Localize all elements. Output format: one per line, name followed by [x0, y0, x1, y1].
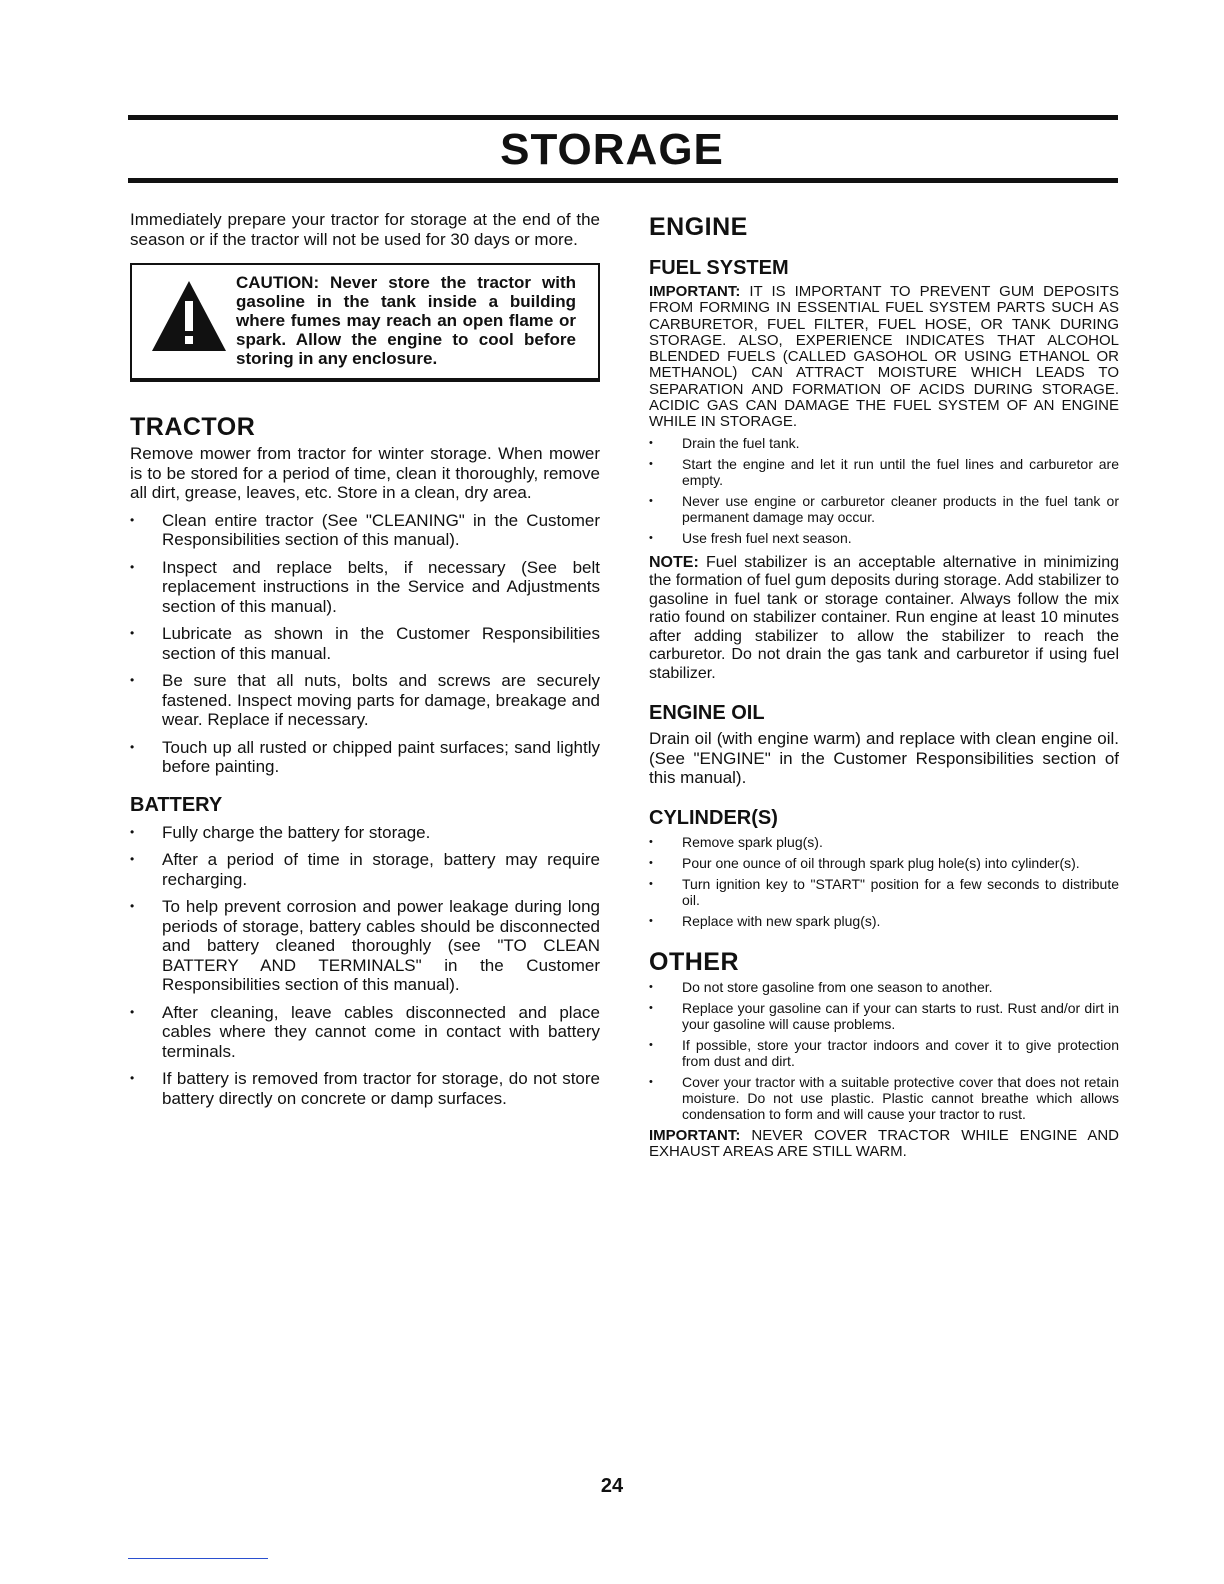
- list-item: • Inspect and replace belts, if necessary (See belt replacement instructions in the Service and Adjustments section of this manual).: [130, 558, 600, 617]
- footer-line: [128, 1558, 268, 1559]
- page-number: 24: [600, 1475, 624, 1497]
- note-text: Fuel stabilizer is an acceptable alternative in minimizing the formation of fuel gum deposits during storage. Add stabilizer to gasoline in fuel tank or storage container. Always follow the mix ratio found on stabilizer container. Run engine at least 10 minutes after adding stabilizer to allow the stabilizer to reach the carburetor. Do not drain the gas tank and carburetor if using fuel stabilizer.: [649, 553, 1119, 682]
- list-item: • To help prevent corrosion and power leakage during long periods of storage, battery cables should be disconnected and battery cleaned thoroughly (see "TO CLEAN BATTERY AND TERMINALS" in the Customer Responsibilities section of this manual).: [130, 897, 600, 995]
- tractor-text: Remove mower from tractor for winter storage. When mower is to be stored for a period of time, clean it thoroughly, remove all dirt, grease, leaves, etc. Store in a clean, dry area.: [130, 444, 600, 502]
- list-item: • If possible, store your tractor indoors and cover it to give protection from dust and dirt.: [649, 1037, 1119, 1069]
- engine-heading: ENGINE: [649, 213, 748, 241]
- page-title: STORAGE: [500, 125, 724, 174]
- list-item: • Lubricate as shown in the Customer Responsibilities section of this manual.: [130, 624, 600, 663]
- right-column: [649, 210, 1119, 1160]
- cylinders-heading: CYLINDER(S): [649, 806, 778, 829]
- cylinders-list: [649, 834, 1119, 929]
- list-item: • Pour one ounce of oil through spark plug hole(s) into cylinder(s).: [649, 855, 1119, 871]
- list-item: • Do not store gasoline from one season to another.: [649, 979, 1119, 995]
- important-label: IMPORTANT:: [649, 283, 741, 300]
- caution-box: [130, 263, 600, 382]
- list-item: • Start the engine and let it run until the fuel lines and carburetor are empty.: [649, 456, 1119, 488]
- engine-oil-heading: ENGINE OIL: [649, 702, 765, 725]
- list-item: • If battery is removed from tractor for storage, do not store battery directly on concrete or damp surfaces.: [130, 1069, 600, 1108]
- list-item: • Touch up all rusted or chipped paint surfaces; sand lightly before painting.: [130, 738, 600, 777]
- list-item: • Fully charge the battery for storage.: [130, 823, 600, 843]
- fuel-system-list: [649, 435, 1119, 546]
- important-text: NEVER COVER TRACTOR WHILE ENGINE AND EXHAUST AREAS ARE STILL WARM.: [649, 1126, 1120, 1160]
- list-item: • Clean entire tractor (See "CLEANING" in the Customer Responsibilities section of this manual).: [130, 511, 600, 550]
- list-item: • Drain the fuel tank.: [649, 435, 1119, 451]
- battery-list: [130, 823, 600, 1109]
- list-item: • Replace with new spark plug(s).: [649, 913, 1119, 929]
- left-column: [130, 210, 600, 1116]
- list-item: • Replace your gasoline can if your can starts to rust. Rust and/or dirt in your gasoline will cause problems.: [649, 1000, 1119, 1032]
- fuel-note: [649, 554, 1119, 684]
- title-rule-top: [128, 115, 1118, 120]
- other-heading: OTHER: [649, 947, 739, 976]
- engine-oil-text: Drain oil (with engine warm) and replace with clean engine oil. (See "ENGINE" in the Customer Responsibilities section of this manual).: [649, 729, 1119, 788]
- battery-heading: BATTERY: [130, 793, 223, 816]
- other-important: [649, 1128, 1119, 1161]
- other-list: [649, 979, 1119, 1122]
- important-text: IT IS IMPORTANT TO PREVENT GUM DEPOSITS FROM FORMING IN ESSENTIAL FUEL SYSTEM PARTS SUCH AS CARBURETOR, FUEL FILTER, FUEL HOSE, OR TANK DURING STORAGE. ALSO, EXPERIENCE INDICATES THAT ALCOHOL BLENDED FUELS (CALLED GASOHOL OR USING ETHANOL OR METHANOL) CAN ATTRACT MOISTURE WHICH LEADS TO SEPARATION AND FORMATION OF ACIDS DURING STORAGE. ACIDIC GAS CAN DAMAGE THE FUEL SYSTEM OF AN ENGINE WHILE IN STORAGE.: [649, 283, 1119, 431]
- intro-text: Immediately prepare your tractor for storage at the end of the season or if the tractor will not be used for 30 days or more.: [130, 210, 600, 249]
- list-item: • Use fresh fuel next season.: [649, 530, 1119, 546]
- list-item: • Turn ignition key to "START" position for a few seconds to distribute oil.: [649, 876, 1119, 908]
- list-item: • Never use engine or carburetor cleaner products in the fuel tank or permanent damage may occur.: [649, 493, 1119, 525]
- tractor-heading: TRACTOR: [130, 413, 256, 441]
- note-label: NOTE:: [649, 553, 699, 571]
- caution-text: CAUTION: Never store the tractor with gasoline in the tank inside a building where fumes may reach an open flame or spark. Allow the engine to cool before storing in any enclosure.: [236, 273, 576, 368]
- list-item: • Remove spark plug(s).: [649, 834, 1119, 850]
- tractor-list: [130, 511, 600, 777]
- list-item: • After a period of time in storage, battery may require recharging.: [130, 850, 600, 889]
- warning-triangle-icon: [150, 279, 228, 353]
- title-rule-bottom: [128, 178, 1118, 183]
- fuel-system-important: [649, 284, 1119, 431]
- list-item: • After cleaning, leave cables disconnected and place cables where they cannot come in contact with battery terminals.: [130, 1003, 600, 1062]
- important-label: IMPORTANT:: [649, 1126, 741, 1144]
- fuel-system-heading: FUEL SYSTEM: [649, 257, 789, 279]
- list-item: • Cover your tractor with a suitable protective cover that does not retain moisture. Do not use plastic. Plastic cannot breathe which allows condensation to form and will cause your tractor to rust.: [649, 1074, 1119, 1122]
- list-item: • Be sure that all nuts, bolts and screws are securely fastened. Inspect moving parts for damage, breakage and wear. Replace if necessary.: [130, 671, 600, 730]
